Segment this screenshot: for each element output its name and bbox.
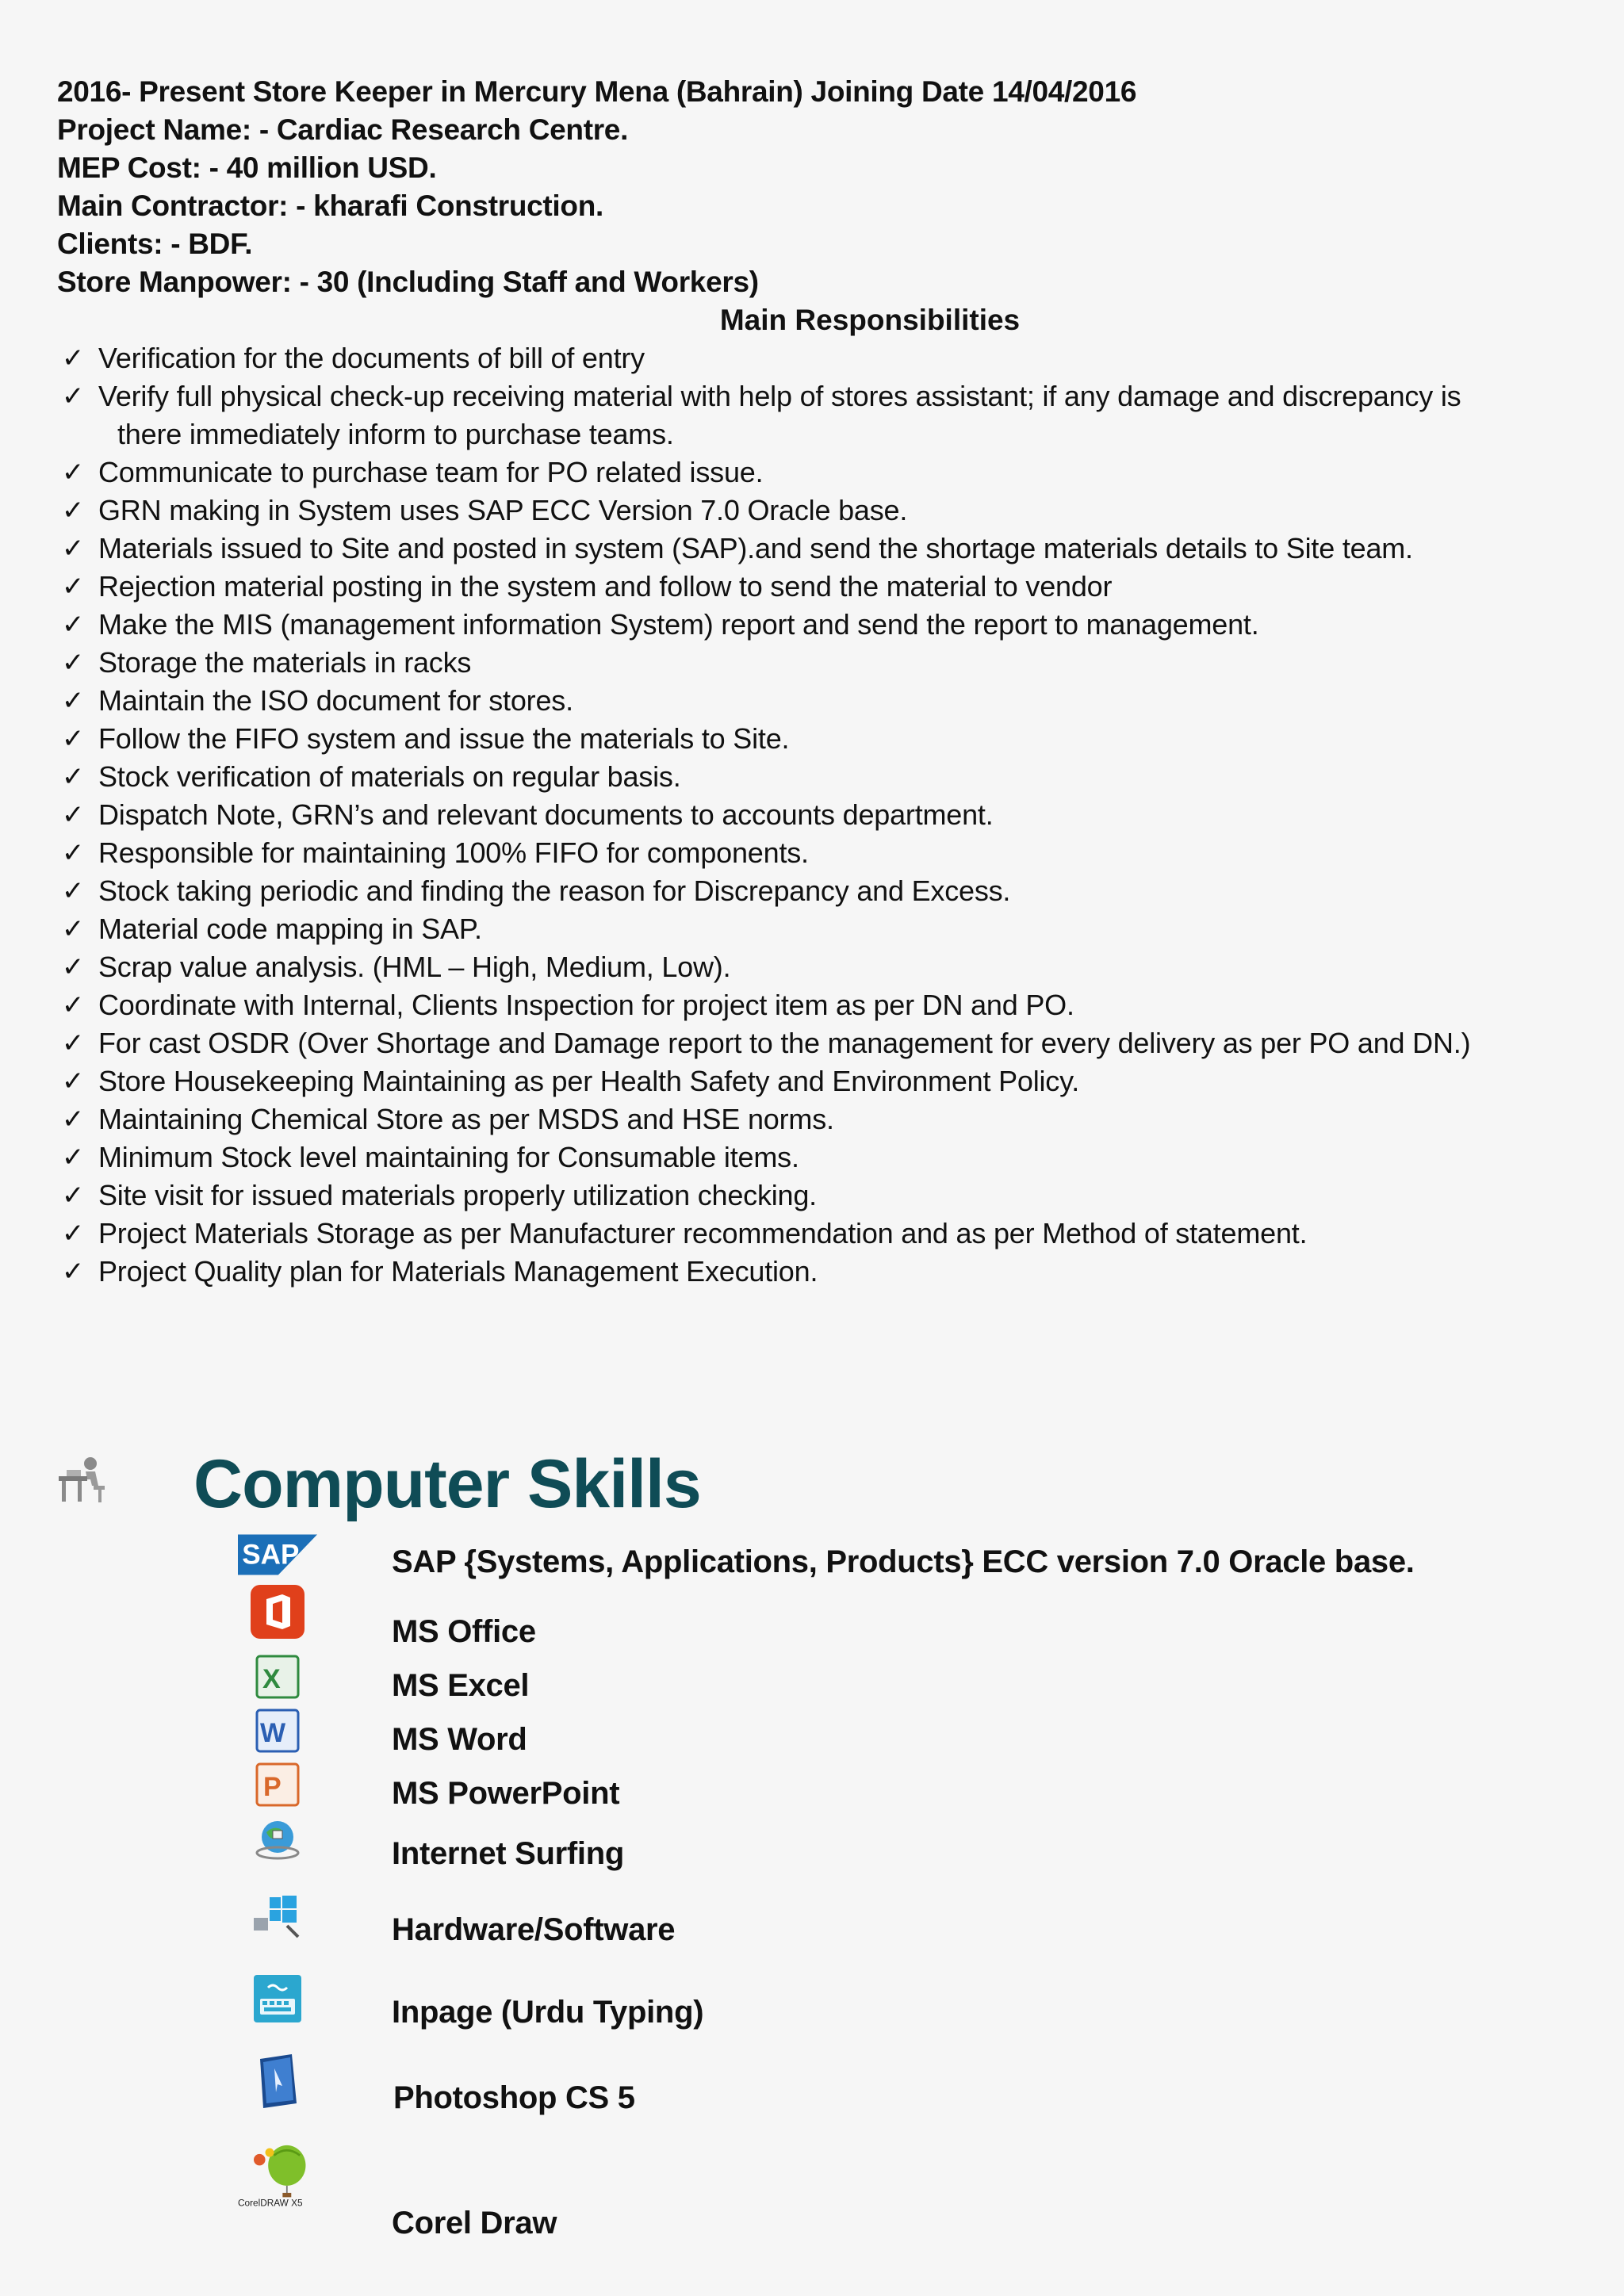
responsibility-continuation: there immediately inform to purchase teams.	[117, 418, 674, 450]
checkmark-icon: ✓	[61, 1066, 85, 1096]
responsibility-item	[57, 1062, 1580, 1100]
checkmark-icon: ✓	[61, 1104, 85, 1135]
computer-skills-title: Computer Skills	[193, 1446, 701, 1522]
responsibility-text: Maintain the ISO document for stores.	[98, 684, 573, 717]
responsibilities-title: Main Responsibilities	[719, 304, 1021, 336]
job-header	[57, 73, 1564, 301]
responsibility-text: Maintaining Chemical Store as per MSDS and HSE norms.	[98, 1103, 834, 1135]
ms-office-icon	[238, 1584, 317, 1640]
checkmark-icon: ✓	[61, 876, 85, 906]
responsibility-text: Dispatch Note, GRN’s and relevant documents to accounts department.	[98, 798, 994, 831]
responsibility-item	[57, 910, 1580, 948]
coreldraw-logo-text: CorelDRAW X5	[238, 2197, 303, 2209]
responsibility-item	[57, 530, 1580, 568]
checkmark-icon: ✓	[61, 343, 85, 373]
responsibility-text: Coordinate with Internal, Clients Inspection for project item as per DN and PO.	[98, 989, 1074, 1021]
svg-text:W: W	[260, 1718, 286, 1748]
responsibility-item	[57, 377, 1580, 453]
urdu-keyboard-icon	[238, 1971, 317, 2026]
mep-cost-line: MEP Cost: - 40 million USD.	[57, 151, 437, 184]
responsibility-text: Responsible for maintaining 100% FIFO for components.	[98, 836, 809, 869]
checkmark-icon: ✓	[61, 990, 85, 1020]
responsibility-item	[57, 1215, 1580, 1253]
responsibility-item	[57, 948, 1580, 986]
checkmark-icon: ✓	[61, 381, 85, 411]
responsibility-text: Stock verification of materials on regular basis.	[98, 760, 681, 793]
checkmark-icon: ✓	[61, 1142, 85, 1173]
windows-tools-icon	[238, 1890, 317, 1946]
sap-logo-icon	[238, 1527, 317, 1582]
responsibilities-list	[57, 339, 1580, 1291]
project-name-line: Project Name: - Cardiac Research Centre.	[57, 113, 629, 146]
responsibility-text: Material code mapping in SAP.	[98, 913, 482, 945]
skill-sap: SAP {Systems, Applications, Products} ECC version 7.0 Oracle base.	[392, 1544, 1415, 1579]
skill-internet-surfing: Internet Surfing	[392, 1836, 624, 1871]
checkmark-icon: ✓	[61, 724, 85, 754]
skill-ms-word: MS Word	[392, 1722, 527, 1757]
responsibility-item	[57, 339, 1580, 377]
svg-text:P: P	[263, 1772, 282, 1802]
responsibility-text: Verify full physical check-up receiving material with help of stores assistant; if any damage and discrepancy is	[98, 380, 1461, 412]
responsibility-item	[57, 796, 1580, 834]
responsibility-item	[57, 1177, 1580, 1215]
responsibility-item	[57, 644, 1580, 682]
checkmark-icon: ✓	[61, 496, 85, 526]
checkmark-icon: ✓	[61, 1181, 85, 1211]
responsibility-text: Minimum Stock level maintaining for Consumable items.	[98, 1141, 799, 1173]
ms-excel-icon	[238, 1649, 317, 1705]
desk-user-icon	[56, 1452, 113, 1510]
responsibility-text: Verification for the documents of bill of entry	[98, 342, 645, 374]
checkmark-icon: ✓	[61, 914, 85, 944]
checkmark-icon: ✓	[61, 838, 85, 868]
checkmark-icon: ✓	[61, 952, 85, 982]
responsibility-text: Stock taking periodic and finding the reason for Discrepancy and Excess.	[98, 874, 1011, 907]
svg-text:X: X	[262, 1664, 281, 1694]
coreldraw-balloon-icon	[238, 2141, 317, 2212]
internet-globe-icon	[238, 1812, 317, 1868]
responsibility-text: Follow the FIFO system and issue the materials to Site.	[98, 722, 790, 755]
checkmark-icon: ✓	[61, 648, 85, 678]
sap-logo-text: SAP	[242, 1539, 300, 1571]
checkmark-icon: ✓	[61, 1219, 85, 1249]
responsibility-item	[57, 682, 1580, 720]
checkmark-icon: ✓	[61, 686, 85, 716]
responsibility-text: Store Housekeeping Maintaining as per Health Safety and Environment Policy.	[98, 1065, 1080, 1097]
main-contractor-line: Main Contractor: - kharafi Construction.	[57, 189, 603, 222]
responsibility-item	[57, 758, 1580, 796]
responsibility-text: Materials issued to Site and posted in system (SAP).and send the shortage materials details to Site team.	[98, 532, 1413, 564]
responsibility-text: Make the MIS (management information System) report and send the report to management.	[98, 608, 1259, 641]
job-title-line: 2016- Present Store Keeper in Mercury Mena (Bahrain) Joining Date 14/04/2016	[57, 75, 1137, 108]
checkmark-icon: ✓	[61, 457, 85, 488]
responsibility-item	[57, 606, 1580, 644]
responsibility-text: GRN making in System uses SAP ECC Version 7.0 Oracle base.	[98, 494, 908, 526]
photoshop-box-icon	[238, 2053, 317, 2109]
responsibility-item	[57, 834, 1580, 872]
checkmark-icon: ✓	[61, 1028, 85, 1058]
skill-corel-draw: Corel Draw	[392, 2206, 557, 2241]
responsibility-item	[57, 1100, 1580, 1138]
responsibility-text: For cast OSDR (Over Shortage and Damage report to the management for every delivery as per PO and DN.)	[98, 1027, 1471, 1059]
skill-hardware-software: Hardware/Software	[392, 1912, 676, 1947]
responsibility-text: Site visit for issued materials properly utilization checking.	[98, 1179, 817, 1211]
ms-word-icon	[238, 1703, 317, 1758]
responsibility-text: Rejection material posting in the system and follow to send the material to vendor	[98, 570, 1113, 603]
checkmark-icon: ✓	[61, 572, 85, 602]
responsibility-item	[57, 1138, 1580, 1177]
skill-inpage: Inpage (Urdu Typing)	[392, 1995, 704, 2030]
checkmark-icon: ✓	[61, 610, 85, 640]
checkmark-icon: ✓	[61, 534, 85, 564]
checkmark-icon: ✓	[61, 762, 85, 792]
responsibility-item	[57, 1024, 1580, 1062]
responsibility-text: Communicate to purchase team for PO related issue.	[98, 456, 764, 488]
responsibility-text: Project Materials Storage as per Manufacturer recommendation and as per Method of statement.	[98, 1217, 1308, 1249]
store-manpower-line: Store Manpower: - 30 (Including Staff and Workers)	[57, 266, 759, 298]
responsibility-item	[57, 986, 1580, 1024]
skill-photoshop: Photoshop CS 5	[393, 2080, 635, 2115]
clients-line: Clients: - BDF.	[57, 228, 253, 260]
responsibility-item	[57, 492, 1580, 530]
checkmark-icon: ✓	[61, 800, 85, 830]
skill-ms-powerpoint: MS PowerPoint	[392, 1776, 620, 1811]
skill-ms-excel: MS Excel	[392, 1668, 530, 1703]
responsibility-item	[57, 872, 1580, 910]
responsibility-text: Storage the materials in racks	[98, 646, 472, 679]
responsibility-item	[57, 720, 1580, 758]
responsibility-text: Scrap value analysis. (HML – High, Medium, Low).	[98, 951, 731, 983]
skill-ms-office: MS Office	[392, 1614, 536, 1649]
responsibility-item	[57, 1253, 1580, 1291]
responsibility-text: Project Quality plan for Materials Management Execution.	[98, 1255, 818, 1288]
checkmark-icon: ✓	[61, 1257, 85, 1287]
ms-powerpoint-icon	[238, 1757, 317, 1812]
responsibility-item	[57, 453, 1580, 492]
responsibility-item	[57, 568, 1580, 606]
